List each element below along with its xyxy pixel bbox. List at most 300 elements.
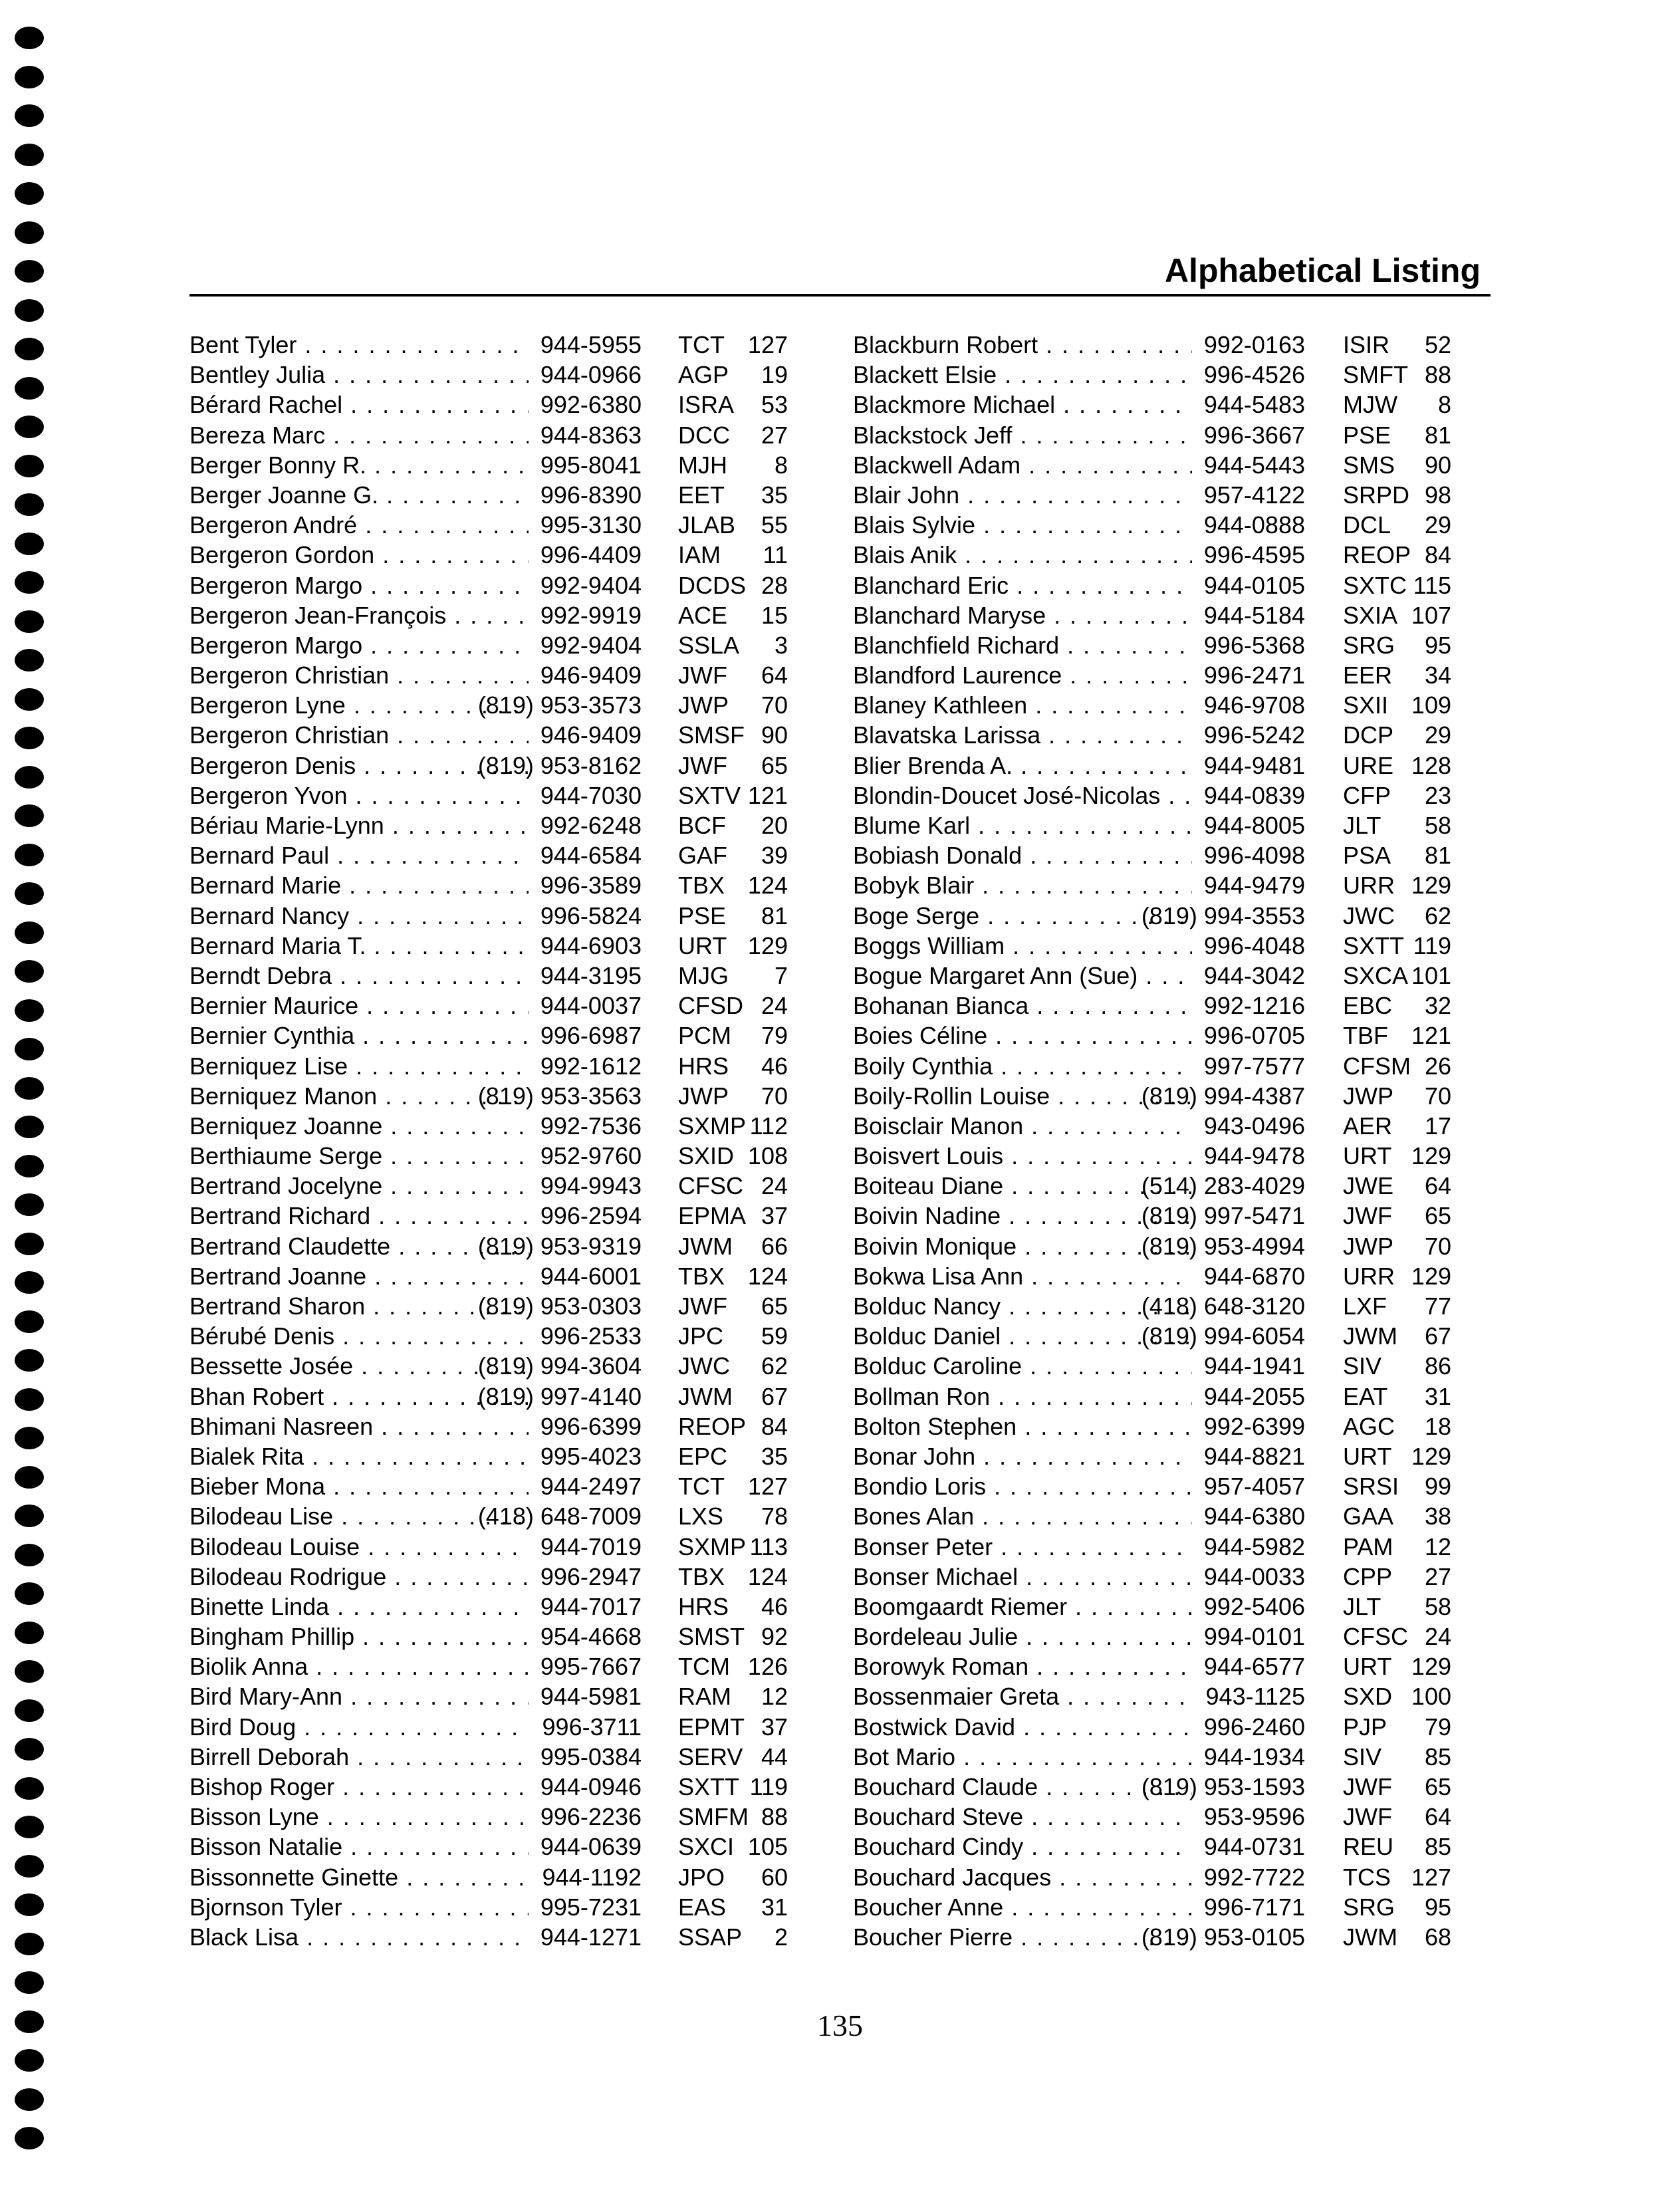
listing-phone: 992-6399 xyxy=(1203,1412,1305,1440)
listing-page-ref: 58 xyxy=(1424,1592,1451,1620)
binding-hole xyxy=(15,416,44,438)
binding-hole xyxy=(15,844,44,866)
listing-phone: 944-2497 xyxy=(540,1473,642,1501)
listing-code: SIV xyxy=(1343,1743,1382,1770)
listing-page-ref: 70 xyxy=(761,1082,788,1110)
listing-page-ref: 38 xyxy=(1424,1503,1451,1530)
listing-code: SXTV xyxy=(678,781,741,809)
listing-phone: 944-6584 xyxy=(540,842,642,870)
listing-page-ref: 68 xyxy=(1424,1923,1451,1951)
listing-phone: 944-0731 xyxy=(1203,1833,1305,1861)
binding-hole xyxy=(15,571,44,594)
listing-code: CFSC xyxy=(1343,1623,1408,1651)
listing-name: Bergeron Yvon . . . xyxy=(189,781,529,810)
listing-page-ref: 31 xyxy=(1424,1382,1451,1410)
listing-page-ref: 81 xyxy=(1424,421,1451,449)
listing-name: Bouchard Claude . . . xyxy=(853,1772,1192,1802)
listing-phone: 992-6248 xyxy=(540,812,642,839)
listing-code: JLT xyxy=(1343,1592,1381,1620)
listing-page-ref: 127 xyxy=(747,1473,788,1501)
binding-hole xyxy=(15,1155,44,1177)
listing-page-ref: 31 xyxy=(761,1893,788,1921)
binding-hole xyxy=(15,999,44,1022)
listing-code: CFSD xyxy=(678,992,743,1020)
listing-name: Blanchard Maryse . . . xyxy=(853,600,1192,630)
listing-phone: 944-8821 xyxy=(1203,1442,1305,1470)
listing-name: Bentley Julia . . . xyxy=(189,360,529,390)
listing-page-ref: 15 xyxy=(761,601,788,629)
listing-name: Bolduc Caroline . . . xyxy=(853,1351,1192,1381)
binding-hole xyxy=(15,1777,44,1800)
listing-name: Blackwell Adam . . . xyxy=(853,450,1192,480)
listing-phone: (819) 994-4387 xyxy=(1141,1082,1305,1110)
listing-name: Bogue Margaret Ann (Sue) . . . xyxy=(853,961,1192,991)
listing-page-ref: 112 xyxy=(749,1112,788,1140)
listing-page-ref: 124 xyxy=(747,1562,788,1590)
binding-hole xyxy=(15,104,44,127)
listing-name: Boiteau Diane . . . xyxy=(853,1171,1192,1201)
listing-page-ref: 85 xyxy=(1424,1743,1451,1770)
listing-phone: 944-5955 xyxy=(540,331,642,358)
listing-page-ref: 37 xyxy=(761,1713,788,1741)
binding-hole xyxy=(15,1855,44,1878)
listing-page-ref: 70 xyxy=(1424,1232,1451,1260)
listing-name: Berniquez Manon . . . xyxy=(189,1081,529,1111)
listing-page-ref: 127 xyxy=(747,331,788,358)
listing-phone: 996-4595 xyxy=(1203,541,1305,569)
listing-name: Binette Linda . . . xyxy=(189,1592,529,1622)
listing-name: Blier Brenda A. . . . xyxy=(853,751,1192,781)
listing-page-ref: 27 xyxy=(761,421,788,449)
listing-code: JWM xyxy=(678,1232,733,1260)
listing-phone: (819) 997-5471 xyxy=(1141,1202,1305,1230)
listing-name: Bilodeau Lise . . . xyxy=(189,1501,529,1531)
listing-phone: 944-0946 xyxy=(540,1773,642,1800)
listing-code: TCM xyxy=(678,1653,730,1681)
listing-name: Boies Céline . . . xyxy=(853,1021,1192,1050)
listing-name: Bertrand Richard . . . xyxy=(189,1201,529,1231)
listing-code: TBX xyxy=(678,872,725,900)
listing-page-ref: 109 xyxy=(1411,691,1451,719)
listing-code: IAM xyxy=(678,541,721,569)
binding-hole xyxy=(15,377,44,400)
binding-hole xyxy=(15,1271,44,1294)
listing-name: Bonser Michael . . . xyxy=(853,1562,1192,1592)
listing-name: Boucher Anne . . . xyxy=(853,1892,1192,1922)
listing-code: SERV xyxy=(678,1743,743,1770)
listing-page-ref: 64 xyxy=(1424,1803,1451,1831)
listing-page-ref: 44 xyxy=(761,1743,788,1770)
listing-page-ref: 24 xyxy=(1424,1623,1451,1651)
listing-name: Bolton Stephen . . . xyxy=(853,1411,1192,1441)
listing-page-ref: 99 xyxy=(1424,1473,1451,1501)
listing-page-ref: 95 xyxy=(1424,1893,1451,1921)
listing-code: URE xyxy=(1343,751,1394,779)
listing-page-ref: 24 xyxy=(761,1172,788,1200)
header-divider xyxy=(189,294,1491,297)
listing-phone: 944-0839 xyxy=(1203,781,1305,809)
listing-phone: 944-7019 xyxy=(540,1532,642,1560)
listing-code: REOP xyxy=(678,1412,747,1440)
listing-code: SXID xyxy=(678,1142,735,1170)
listing-code: JWC xyxy=(1343,902,1395,929)
listing-code: DCDS xyxy=(678,571,747,599)
listing-page-ref: 119 xyxy=(749,1773,788,1800)
listing-phone: 996-4409 xyxy=(540,541,642,569)
listing-name: Bird Mary-Ann . . . xyxy=(189,1681,529,1711)
listing-name: Bolduc Nancy . . . xyxy=(853,1291,1192,1321)
listing-page-ref: 129 xyxy=(1411,1442,1451,1470)
listing-page-ref: 8 xyxy=(774,451,788,479)
listing-page-ref: 39 xyxy=(761,842,788,870)
listing-page-ref: 62 xyxy=(761,1352,788,1380)
binding-hole xyxy=(15,66,44,88)
listing-page-ref: 100 xyxy=(1411,1683,1451,1711)
listing-code: MJG xyxy=(678,961,729,989)
listing-page-ref: 129 xyxy=(1411,1653,1451,1681)
listing-phone: 996-7171 xyxy=(1203,1893,1305,1921)
listing-page-ref: 28 xyxy=(761,571,788,599)
listing-name: Bérubé Denis . . . xyxy=(189,1321,529,1351)
listing-code: URT xyxy=(1343,1653,1392,1681)
listing-phone: 944-6577 xyxy=(1203,1653,1305,1681)
listing-name: Bordeleau Julie . . . xyxy=(853,1622,1192,1651)
listing-code: LXF xyxy=(1343,1292,1387,1320)
listing-code: EET xyxy=(678,481,725,509)
binding-hole xyxy=(15,1193,44,1216)
listing-phone: 997-7577 xyxy=(1203,1052,1305,1080)
listing-code: EAT xyxy=(1343,1382,1388,1410)
listing-code: URT xyxy=(1343,1142,1392,1170)
listing-page-ref: 29 xyxy=(1424,511,1451,539)
binding-hole xyxy=(15,1816,44,1838)
page-number: 135 xyxy=(817,2008,863,2042)
binding-hole xyxy=(15,1738,44,1761)
listing-code: PSE xyxy=(1343,421,1391,449)
listing-phone: 944-0033 xyxy=(1203,1562,1305,1590)
listing-page-ref: 84 xyxy=(761,1412,788,1440)
listing-phone: 944-6870 xyxy=(1203,1262,1305,1290)
listing-page-ref: 115 xyxy=(1413,571,1451,599)
listing-phone: 996-0705 xyxy=(1203,1022,1305,1050)
listing-name: Bergeron Denis . . . xyxy=(189,751,529,781)
listing-name: Bergeron Margo . . . xyxy=(189,570,529,600)
listing-code: SXCA xyxy=(1343,961,1409,989)
binding-hole xyxy=(15,27,44,49)
listing-name: Bilodeau Rodrigue . . . xyxy=(189,1562,529,1592)
listing-phone: 954-4668 xyxy=(540,1623,642,1651)
listing-code: CFSC xyxy=(678,1172,743,1200)
listing-code: RAM xyxy=(678,1683,731,1711)
listing-phone: 946-9409 xyxy=(540,662,642,689)
listing-page-ref: 105 xyxy=(747,1833,788,1861)
listing-phone: 944-0966 xyxy=(540,361,642,389)
listing-name: Bernier Maurice . . . xyxy=(189,991,529,1021)
listing-page-ref: 88 xyxy=(761,1803,788,1831)
listing-page-ref: 32 xyxy=(1424,992,1451,1020)
listing-name: Bot Mario . . . xyxy=(853,1742,1192,1772)
listing-page-ref: 64 xyxy=(1424,1172,1451,1200)
binding-hole xyxy=(15,1699,44,1722)
listing-code: GAA xyxy=(1343,1503,1394,1530)
listing-page-ref: 65 xyxy=(761,751,788,779)
listing-name: Bonser Peter . . . xyxy=(853,1532,1192,1562)
listing-code: PJP xyxy=(1343,1713,1387,1741)
binding-hole xyxy=(15,1622,44,1644)
listing-phone: 944-9481 xyxy=(1203,751,1305,779)
listing-phone: 944-0888 xyxy=(1203,511,1305,539)
listing-name: Blavatska Larissa . . . xyxy=(853,720,1192,750)
listing-name: Bhan Robert . . . xyxy=(189,1382,529,1411)
listing-page-ref: 65 xyxy=(1424,1202,1451,1230)
listing-phone: 994-9943 xyxy=(540,1172,642,1200)
listing-name: Bergeron Jean-François . . . xyxy=(189,600,529,630)
listing-name: Boggs William . . . xyxy=(853,931,1192,961)
listing-code: SXTC xyxy=(1343,571,1407,599)
listing-code: TCS xyxy=(1343,1863,1391,1891)
listing-name: Berndt Debra . . . xyxy=(189,961,529,991)
listing-code: SXMP xyxy=(678,1112,747,1140)
listing-page-ref: 27 xyxy=(1424,1562,1451,1590)
listing-code: GAF xyxy=(678,842,728,870)
listing-page-ref: 12 xyxy=(1424,1532,1451,1560)
listing-code: JWF xyxy=(678,751,727,779)
listing-phone: 996-5824 xyxy=(540,902,642,929)
listing-phone: 995-7231 xyxy=(540,1893,642,1921)
binding-hole xyxy=(15,1971,44,1994)
listing-name: Bouchard Cindy . . . xyxy=(853,1832,1192,1862)
listing-name: Berthiaume Serge . . . xyxy=(189,1141,529,1171)
listing-name: Bokwa Lisa Ann . . . xyxy=(853,1261,1192,1291)
listing-phone: 996-5368 xyxy=(1203,631,1305,659)
listing-page-ref: 119 xyxy=(1413,931,1451,959)
binding-hole xyxy=(15,260,44,283)
listing-page-ref: 128 xyxy=(1411,751,1451,779)
listing-phone: (819) 994-3553 xyxy=(1141,902,1305,929)
listing-code: EER xyxy=(1343,662,1393,689)
listing-code: TCT xyxy=(678,1473,725,1501)
listing-code: DCC xyxy=(678,421,730,449)
listing-code: REOP xyxy=(1343,541,1411,569)
binding-hole xyxy=(15,182,44,205)
listing-code: SMST xyxy=(678,1623,745,1651)
listing-name: Bondio Loris . . . xyxy=(853,1471,1192,1501)
listing-code: SMSF xyxy=(678,721,745,749)
listing-name: Bergeron Margo . . . xyxy=(189,630,529,660)
listing-phone: 992-9919 xyxy=(540,601,642,629)
listing-name: Bissonnette Ginette . . . xyxy=(189,1862,529,1892)
listing-page-ref: 70 xyxy=(761,691,788,719)
listing-page-ref: 29 xyxy=(1424,721,1451,749)
listing-name: Bisson Lyne . . . xyxy=(189,1802,529,1832)
binding-hole xyxy=(15,1116,44,1138)
listing-phone: 996-8390 xyxy=(540,481,642,509)
listing-phone: 996-3711 xyxy=(542,1713,642,1741)
listing-code: SSLA xyxy=(678,631,740,659)
listing-code: JWP xyxy=(1343,1082,1393,1110)
listing-name: Blackett Elsie . . . xyxy=(853,360,1192,390)
listing-page-ref: 124 xyxy=(747,1262,788,1290)
listing-phone: 995-4023 xyxy=(540,1442,642,1470)
listing-code: JWC xyxy=(678,1352,730,1380)
listing-name: Bergeron Christian . . . xyxy=(189,720,529,750)
listing-phone: 946-9409 xyxy=(540,721,642,749)
listing-name: Bériau Marie-Lynn . . . xyxy=(189,810,529,840)
listing-code: SXII xyxy=(1343,691,1389,719)
listing-page-ref: 64 xyxy=(761,662,788,689)
listing-code: JPO xyxy=(678,1863,725,1891)
listing-code: AER xyxy=(1343,1112,1393,1140)
binding-hole xyxy=(15,1582,44,1605)
listing-code: SXMP xyxy=(678,1532,747,1560)
page-title: Alphabetical Listing xyxy=(1164,252,1481,289)
listing-page-ref: 37 xyxy=(761,1202,788,1230)
listing-phone: 992-9404 xyxy=(540,631,642,659)
listing-code: JWF xyxy=(678,1292,727,1320)
listing-code: SXIA xyxy=(1343,601,1398,629)
listing-code: JLT xyxy=(1343,812,1381,839)
listing-page-ref: 26 xyxy=(1424,1052,1451,1080)
listing-code: JWM xyxy=(678,1382,733,1410)
listing-page-ref: 35 xyxy=(761,1442,788,1470)
listing-phone: 992-1216 xyxy=(1203,992,1305,1020)
listing-phone: 996-2471 xyxy=(1203,662,1305,689)
listing-phone: 992-0163 xyxy=(1203,331,1305,358)
listing-phone: 944-7017 xyxy=(540,1592,642,1620)
listing-code: SRPD xyxy=(1343,481,1410,509)
listing-name: Bones Alan . . . xyxy=(853,1501,1192,1531)
listing-page-ref: 8 xyxy=(1437,391,1451,419)
listing-name: Birrell Deborah . . . xyxy=(189,1742,529,1772)
listing-phone: 996-2236 xyxy=(540,1803,642,1831)
listing-code: JPC xyxy=(678,1322,724,1350)
binding-hole xyxy=(15,1310,44,1333)
listing-name: Bouchard Jacques . . . xyxy=(853,1862,1192,1892)
listing-page-ref: 3 xyxy=(774,631,788,659)
listing-code: SXCI xyxy=(678,1833,735,1861)
listing-page-ref: 35 xyxy=(761,481,788,509)
listing-code: TBX xyxy=(678,1562,725,1590)
listing-name: Bieber Mona . . . xyxy=(189,1471,529,1501)
binding-hole xyxy=(15,766,44,789)
listing-phone: 992-1612 xyxy=(540,1052,642,1080)
listing-page-ref: 17 xyxy=(1424,1112,1451,1140)
listing-phone: 944-0105 xyxy=(1203,571,1305,599)
listing-name: Bhimani Nasreen . . . xyxy=(189,1411,529,1441)
listing-name: Bingham Phillip . . . xyxy=(189,1622,529,1651)
listing-phone: (514) 283-4029 xyxy=(1141,1172,1305,1200)
listing-code: SXD xyxy=(1343,1683,1393,1711)
listing-page-ref: 55 xyxy=(761,511,788,539)
binding-hole xyxy=(15,610,44,633)
listing-phone: (819) 997-4140 xyxy=(477,1382,642,1410)
listing-page-ref: 79 xyxy=(761,1022,788,1050)
listing-code: PSA xyxy=(1343,842,1391,870)
listing-phone: 992-5406 xyxy=(1203,1592,1305,1620)
listing-code: DCL xyxy=(1343,511,1391,539)
listing-phone: 946-9708 xyxy=(1203,691,1305,719)
listing-phone: (819) 953-3563 xyxy=(477,1082,642,1110)
listing-name: Boily-Rollin Louise . . . xyxy=(853,1081,1192,1111)
listing-page-ref: 2 xyxy=(774,1923,788,1951)
listing-name: Boily Cynthia . . . xyxy=(853,1051,1192,1081)
listing-code: EAS xyxy=(678,1893,727,1921)
listing-page-ref: 67 xyxy=(761,1382,788,1410)
listing-phone: 957-4057 xyxy=(1203,1473,1305,1501)
listing-code: SMFM xyxy=(678,1803,749,1831)
listing-phone: 995-3130 xyxy=(540,511,642,539)
listing-phone: 944-1192 xyxy=(542,1863,642,1891)
listing-name: Bolduc Daniel . . . xyxy=(853,1321,1192,1351)
listing-phone: 994-0101 xyxy=(1203,1623,1305,1651)
listing-phone: 944-9479 xyxy=(1203,872,1305,900)
listing-phone: (418) 648-7009 xyxy=(477,1503,642,1530)
listing-name: Bent Tyler . . . xyxy=(189,330,529,360)
listing-phone: 944-6380 xyxy=(1203,1503,1305,1530)
listing-code: EBC xyxy=(1343,992,1393,1020)
listing-phone: 944-0639 xyxy=(540,1833,642,1861)
listing-page-ref: 11 xyxy=(763,541,788,569)
listing-name: Bérard Rachel . . . xyxy=(189,390,529,420)
binding-hole xyxy=(15,221,44,244)
listing-phone: 996-2594 xyxy=(540,1202,642,1230)
listing-name: Bergeron Christian . . . xyxy=(189,660,529,690)
listing-code: SMFT xyxy=(1343,361,1408,389)
listing-code: EPC xyxy=(678,1442,728,1470)
listing-phone: 944-3042 xyxy=(1203,961,1305,989)
listing-phone: (418) 648-3120 xyxy=(1141,1292,1305,1320)
binding-hole xyxy=(15,2049,44,2072)
listing-phone: 944-5981 xyxy=(540,1683,642,1711)
listing-name: Bernier Cynthia . . . xyxy=(189,1021,529,1050)
listing-page-ref: 67 xyxy=(1424,1322,1451,1350)
listing-phone: 992-7722 xyxy=(1203,1863,1305,1891)
listing-phone: 944-1941 xyxy=(1203,1352,1305,1380)
listing-name: Blandford Laurence . . . xyxy=(853,660,1192,690)
listing-code: CFSM xyxy=(1343,1052,1411,1080)
listing-code: EPMT xyxy=(678,1713,745,1741)
listing-code: SXTT xyxy=(678,1773,740,1800)
binding-hole xyxy=(15,455,44,477)
listing-name: Blaney Kathleen . . . xyxy=(853,690,1192,720)
listing-code: CPP xyxy=(1343,1562,1393,1590)
listing-phone: 995-8041 xyxy=(540,451,642,479)
listing-code: JWP xyxy=(678,691,729,719)
binding-hole xyxy=(15,960,44,983)
listing-page-ref: 127 xyxy=(1411,1863,1451,1891)
listing-name: Boucher Pierre . . . xyxy=(853,1922,1192,1952)
listing-name: Bialek Rita . . . xyxy=(189,1441,529,1471)
listing-code: URR xyxy=(1343,872,1395,900)
listing-phone: 944-5483 xyxy=(1203,391,1305,419)
listing-name: Bernard Nancy . . . xyxy=(189,901,529,931)
binding-hole xyxy=(15,1077,44,1100)
listing-page-ref: 12 xyxy=(761,1683,788,1711)
listing-phone: 944-2055 xyxy=(1203,1382,1305,1410)
listing-page-ref: 88 xyxy=(1424,361,1451,389)
listing-code: HRS xyxy=(678,1052,729,1080)
listing-page-ref: 129 xyxy=(747,931,788,959)
listing-name: Bouchard Steve . . . xyxy=(853,1802,1192,1832)
binding-hole xyxy=(15,1427,44,1449)
listing-code: URT xyxy=(1343,1442,1392,1470)
listing-code: TBX xyxy=(678,1262,725,1290)
listing-page-ref: 34 xyxy=(1424,662,1451,689)
listing-phone: (819) 953-0303 xyxy=(477,1292,642,1320)
listing-name: Blanchard Eric . . . xyxy=(853,570,1192,600)
listing-page-ref: 59 xyxy=(761,1322,788,1350)
listing-phone: 995-7667 xyxy=(540,1653,642,1681)
